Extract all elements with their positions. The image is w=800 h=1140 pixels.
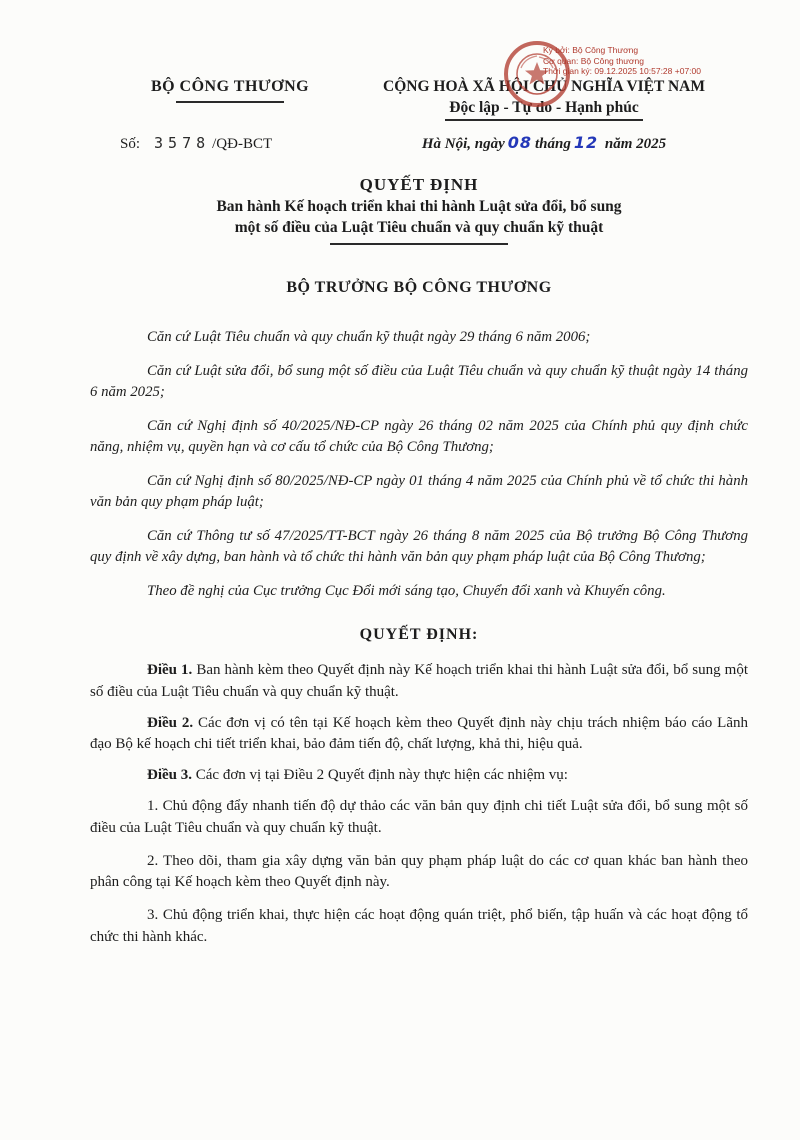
document-header [90, 78, 748, 121]
article-2-text: Các đơn vị có tên tại Kế hoạch kèm theo Quyết định này chịu trách nhiệm báo cáo Lãnh đạo Bộ kế hoạch chi tiết triển khai, bảo đảm tiến độ, chất lượng, khả thi, hiệu quả. [90, 714, 748, 753]
preamble-paragraph: Căn cứ Nghị định số 40/2025/NĐ-CP ngày 26 tháng 02 năm 2025 của Chính phủ quy định chức năng, nhiệm vụ, quyền hạn và cơ cấu tổ chức của Bộ Công Thương; [90, 417, 748, 455]
article-1-text: Ban hành kèm theo Quyết định này Kế hoạch triển khai thi hành Luật sửa đổi, bổ sung một số điều của Luật Tiêu chuẩn và quy chuẩn kỹ thuật. [90, 662, 749, 700]
task-item-1: 1. Chủ động đẩy nhanh tiến độ dự thảo các văn bản quy định chi tiết Luật sửa đổi, bổ sung một số điều của Luật Tiêu chuẩn và quy chuẩn kỹ thuật. [90, 797, 748, 836]
document-title-block [90, 175, 748, 245]
preamble-paragraph: Căn cứ Thông tư số 47/2025/TT-BCT ngày 26 tháng 8 năm 2025 của Bộ trưởng Bộ Công Thương quy định về xây dựng, ban hành và tổ chức thi hành văn bản quy phạm pháp luật của Bộ Công Thương; [90, 527, 748, 565]
title-underline-divider [330, 243, 508, 245]
preamble-paragraph: Căn cứ Nghị định số 80/2025/NĐ-CP ngày 01 tháng 4 năm 2025 của Chính phủ về tổ chức thi hành văn bản quy phạm pháp luật; [90, 472, 748, 510]
issuer-heading: BỘ TRƯỞNG BỘ CÔNG THƯƠNG [286, 279, 552, 296]
article-2-label: Điều 2. [147, 714, 194, 731]
date-suffix: năm 2025 [604, 136, 667, 152]
org-underline-divider [176, 101, 284, 103]
preamble-paragraph: Theo đề nghị của Cục trưởng Cục Đổi mới sáng tạo, Chuyển đổi xanh và Khuyến công. [147, 582, 666, 599]
place-date-line [340, 133, 748, 153]
signature-signer: Ký bởi: Bộ Công Thương [543, 45, 639, 55]
number-label: Số: [120, 136, 141, 152]
date-prefix: Hà Nội, ngày [421, 136, 505, 152]
number-suffix: /QĐ-BCT [212, 136, 273, 152]
document-number [120, 134, 340, 153]
signature-agency: Cơ quan: Bộ Công thương [543, 55, 644, 66]
article-1 [90, 660, 748, 704]
handwritten-month: 12 [573, 133, 599, 152]
issuing-org-block [120, 78, 340, 103]
article-3-text: Các đơn vị tại Điều 2 Quyết định này thực hiện các nhiệm vụ: [195, 767, 568, 784]
resolve-heading: QUYẾT ĐỊNH: [359, 626, 479, 643]
issuing-org-name: BỘ CÔNG THƯƠNG [150, 78, 310, 95]
number-value-stamped: 3578 [154, 134, 211, 152]
national-title: CỘNG HOÀ XÃ HỘI CHỦ NGHĨA VIỆT NAM [383, 78, 705, 95]
article-3 [90, 765, 748, 787]
task-item-3: 3. Chủ động triển khai, thực hiện các hoạt động quán triệt, phổ biến, tập huấn và các hoạt động tổ chức thi hành khác. [90, 907, 748, 945]
preamble-paragraph: Căn cứ Luật sửa đổi, bổ sung một số điều của Luật Tiêu chuẩn và quy chuẩn kỹ thuật ngày 14 tháng 6 năm 2025; [90, 362, 748, 400]
signature-timestamp: Thời gian ký: 09.12.2025 10:57:28 +07:00 [543, 66, 701, 76]
date-middle: tháng [535, 136, 571, 152]
title-line-1: Ban hành Kế hoạch triển khai thi hành Luật sửa đổi, bổ sung [216, 198, 622, 215]
preamble-section [90, 327, 748, 602]
article-1-label: Điều 1. [147, 662, 193, 678]
title-line-2: một số điều của Luật Tiêu chuẩn và quy chuẩn kỹ thuật [234, 219, 604, 236]
national-motto: Độc lập - Tự do - Hạnh phúc [445, 99, 642, 121]
digital-signature-block [543, 45, 773, 77]
number-date-row [90, 133, 748, 153]
preamble-paragraph: Căn cứ Luật Tiêu chuẩn và quy chuẩn kỹ thuật ngày 29 tháng 6 năm 2006; [147, 329, 591, 345]
handwritten-day: 08 [507, 133, 533, 152]
article-2 [90, 713, 748, 757]
task-item-2: 2. Theo dõi, tham gia xây dựng văn bản quy phạm pháp luật do các cơ quan khác ban hành theo phân công tại Kế hoạch kèm theo Quyết định này. [90, 852, 748, 891]
article-3-label: Điều 3. [147, 767, 192, 784]
document-type-heading: QUYẾT ĐỊNH [359, 175, 479, 194]
